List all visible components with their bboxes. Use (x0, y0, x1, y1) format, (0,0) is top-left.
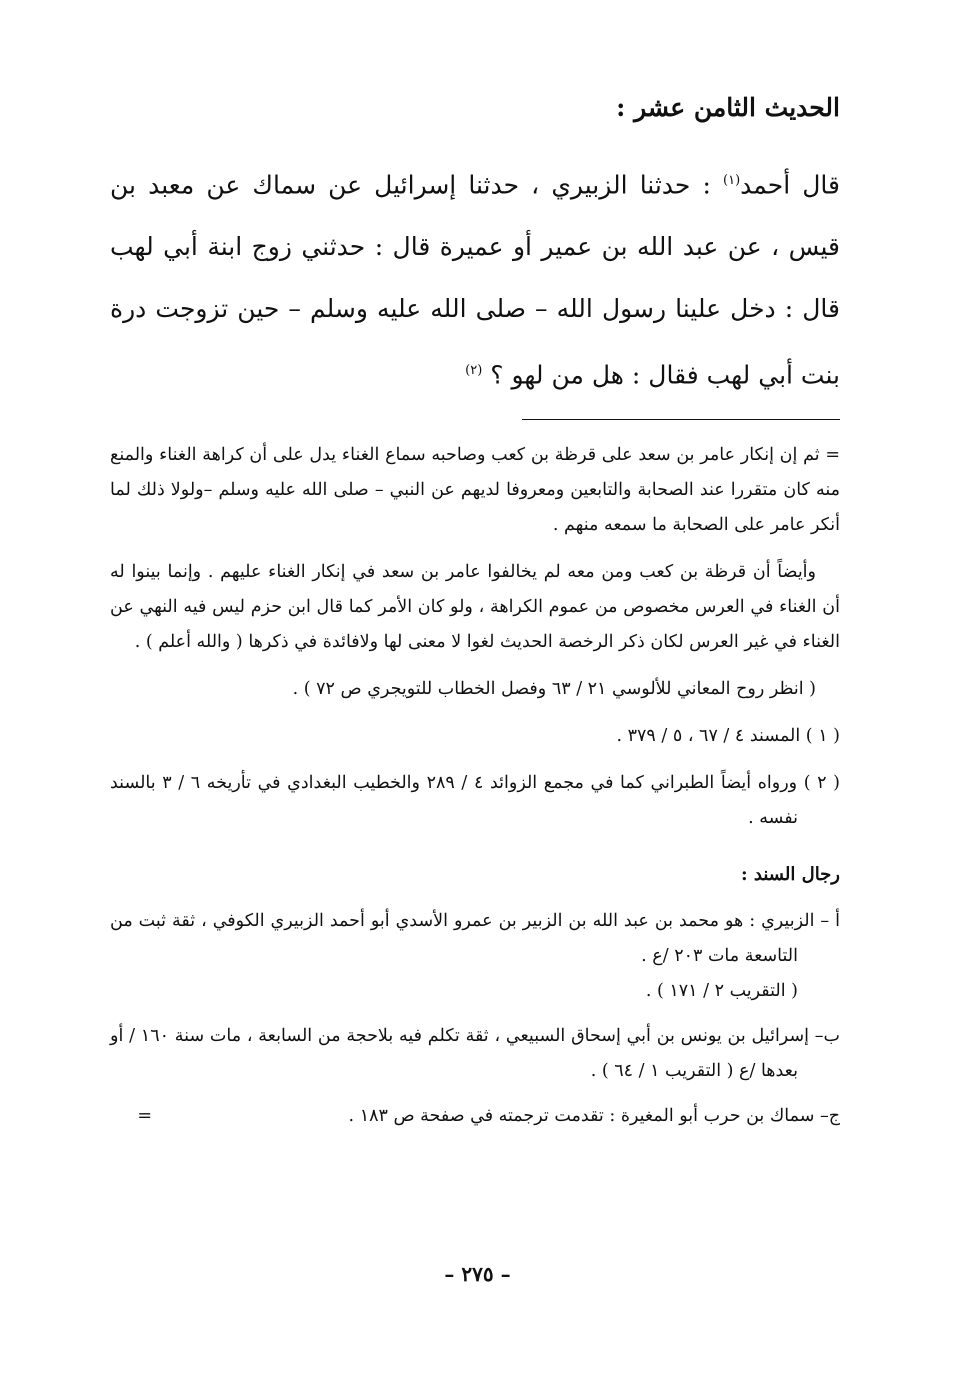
hadith-text-part2: : حدثنا الزبيري ، حدثنا إسرائيل عن سماك عن معبد بن قيس ، عن عبد الله بن عمير أو عميرة قال : حدثني زوج ابنة أبي لهب قال : دخل علينا رسول الله – صلى الله عليه وسلم – حين تزوجت درة بنت أبي لهب فقال : هل من لهو ؟ (110, 170, 840, 390)
narrator-item: ج– سماك بن حرب أبو المغيرة : تقدمت ترجمته في صفحة ص ١٨٣ . = (137, 1105, 840, 1126)
hadith-title: الحديث الثامن عشر : (616, 93, 840, 122)
narrator-text: أ – الزبيري : هو محمد بن عبد الله بن الزبير بن عمرو الأسدي أبو أحمد الزبيري الكوفي ، ثقة ثبت من التاسعة مات ٢٠٣ /ع . (110, 910, 840, 966)
narrator-item (110, 1019, 840, 1089)
hadith-text-part1: قال أحمد (740, 170, 840, 200)
narrator-item (110, 904, 840, 1009)
narrators-heading: رجال السند : (741, 863, 840, 885)
narrator-text: ب– إسرائيل بن يونس بن أبي إسحاق السبيعي ، ثقة تكلم فيه بلاحجة من السابعة ، مات سنة ١٦٠ / أو بعدها /ع ( التقريب ١ / ٦٤ ) . (110, 1025, 840, 1081)
hadith-text (110, 150, 840, 407)
footnote-ref-2: (٢) (465, 363, 483, 379)
footnote-separator (522, 419, 840, 420)
footnote-ref-1: (١) (723, 173, 741, 188)
page-body (110, 90, 840, 1144)
footnote-1: ( ١ ) المسند ٤ / ٦٧ ، ٥ / ٣٧٩ . (616, 725, 840, 746)
footnote-continuation: = ثم إن إنكار عامر بن سعد على قرظة بن كعب وصاحبه سماع الغناء يدل على أن كراهة الغناء والمنع منه كان متقررا عند الصحابة والتابعين ومعروفا لديهم عن النبي – صلى الله عليه وسلم –ولولا ذلك لما أنكر عامر على الصحابة ما سمعه منهم . (110, 444, 840, 535)
footnote-2: ( ٢ ) ورواه أيضاً الطبراني كما في مجمع الزوائد ٤ / ٢٨٩ والخطيب البغدادي في تأريخه ٦ / ٣ بالسند نفسه . (110, 772, 841, 828)
page-number: – ٢٧٥ – (444, 1262, 511, 1286)
footnote-paragraph: وأيضاً أن قرظة بن كعب ومن معه لم يخالفوا عامر بن سعد في إنكار الغناء عليهم . وإنما بينوا له أن الغناء في العرس مخصوص من عموم الكراهة ، ولو كان الأمر كما قال ابن حزم ليس فيه النهي عن الغناء في غير العرس لكان ذكر الرخصة الحديث لغوا لا معنى لها ولافائدة في ذكرها ( والله أعلم ) . (110, 561, 840, 652)
footnote-reference: ( انظر روح المعاني للألوسي ٢١ / ٦٣ وفصل الخطاب للتويجري ص ٧٢ ) . (292, 678, 816, 699)
narrator-text: ج– سماك بن حرب أبو المغيرة : تقدمت ترجمته في صفحة ص ١٨٣ . (348, 1105, 840, 1126)
narrator-source: ( التقريب ٢ / ١٧١ ) . (645, 980, 798, 1001)
